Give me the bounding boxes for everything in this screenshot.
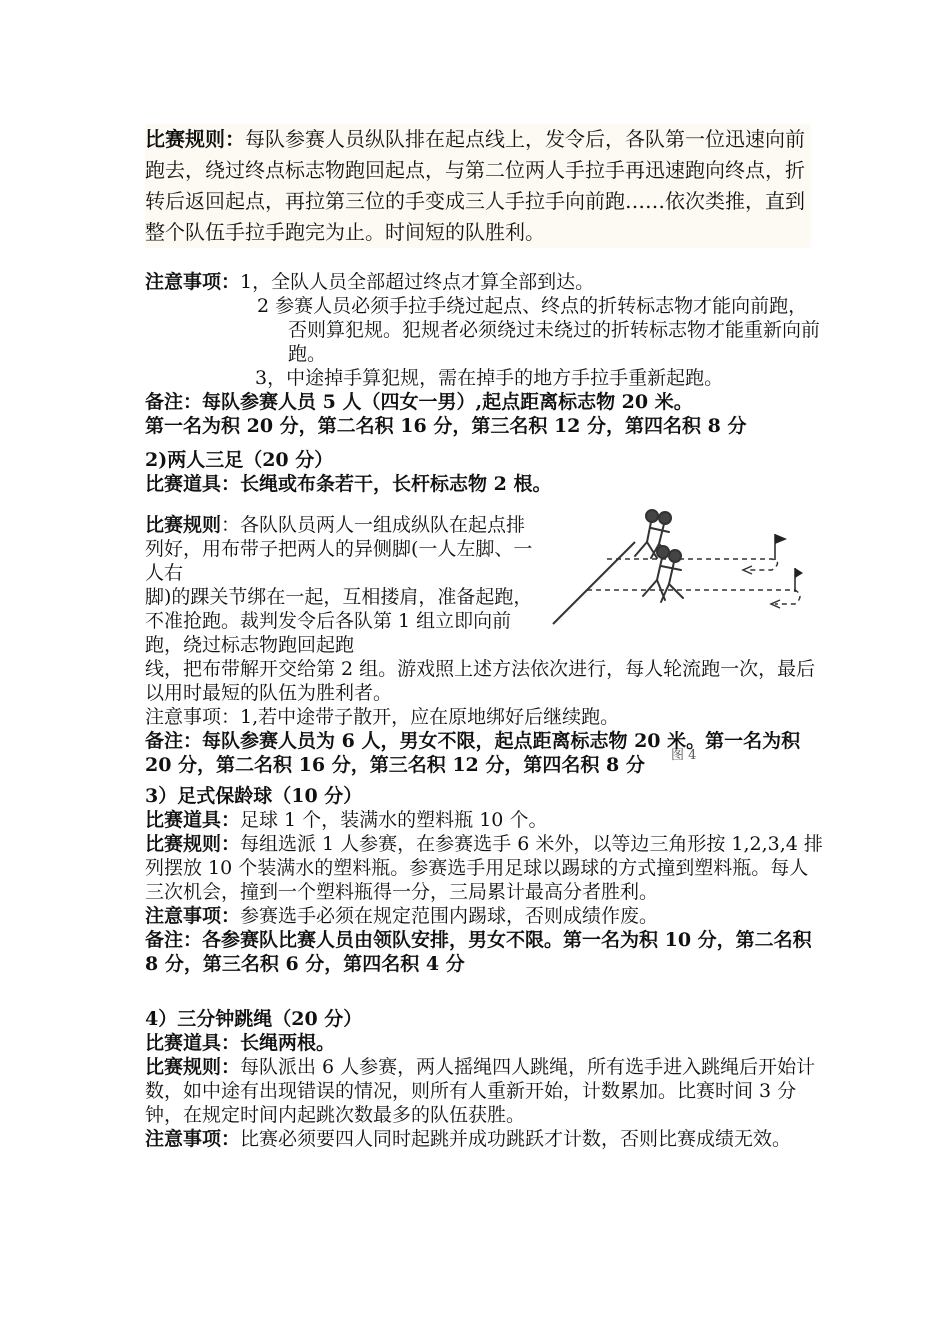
rules-continuation: 线，把布带解开交给第 2 组。游戏照上述方法依次进行，每人轮流跑一次，最后以用时最短的队伍为胜利者。 [145,658,816,704]
figure-caption: 图 4 [671,748,697,763]
notes-label: 注意事项： [145,271,241,293]
note-1: 1，全队人员全部超过终点才算全部到达。 [240,271,595,293]
three-legged-rules [145,513,539,657]
section-tools-2: 比赛道具：长绳或布条若干，长杆标志物 2 根。 [145,473,552,495]
notes-label: 注意事项： [145,1128,241,1150]
rules-label: 比赛规则： [145,1056,241,1078]
relay-rules [145,124,811,248]
remark: 备注：每队参赛人员 5 人（四女一男）,起点距离标志物 20 米。 [145,391,693,413]
runner-pair-icon [643,546,683,602]
tools-label: 比赛道具： [145,809,241,831]
lower-track [587,590,800,604]
three-legged-rest [145,657,825,777]
rules-label: 比赛规则 [145,514,222,536]
remark: 备注：各参赛队比赛人员由领队安排，男女不限。第一名为积 10 分，第二名积 8 分，第三名积 6 分，第四名积 4 分 [145,929,812,975]
section-heading-4: 4）三分钟跳绳（20 分） [145,1008,363,1030]
rules-text: 每组选派 1 人参赛，在参赛选手 6 米外，以等边三角形按 1,2,3,4 排列摆放 10 个装满水的塑料瓶。参赛选手用足球以踢球的方式撞到塑料瓶。每人三次机会，撞到一个塑料瓶得一分，三局累计最高分者胜利。 [145,833,823,903]
upper-track [607,559,778,570]
rules-text: 每队派出 6 人参赛，两人摇绳四人跳绳，所有选手进入跳绳后开始计数，如中途有出现错误的情况，则所有人重新开始，计数累加。比赛时间 3 分钟，在规定时间内起跳次数最多的队伍获胜。 [145,1056,816,1126]
note-2: 2 参赛人员必须手拉手绕过起点、终点的折转标志物才能向前跑，否则算犯规。犯规者必须绕过未绕过的折转标志物才能重新向前跑。 [257,295,821,365]
rules-label: 比赛规则： [145,833,241,855]
rules-text-2: 脚)的踝关节绑在一起，互相搂肩，准备起跑，不准抢跑。裁判发令后各队第 1 组立即向前跑，绕过标志物跑回起跑 [145,586,533,656]
score-line: 第一名为积 20 分，第二名积 16 分，第三名积 12 分，第四名积 8 分 [145,415,747,437]
notes: 注意事项：1,若中途带子散开，应在原地绑好后继续跑。 [145,706,620,728]
race-figure [547,504,803,644]
section-heading-3: 3）足式保龄球（10 分） [145,785,363,807]
start-line [553,542,635,624]
flag-icon [775,534,787,560]
section-heading-2: 2)两人三足（20 分） [145,449,334,471]
tools-text: 足球 1 个，装满水的塑料瓶 10 个。 [240,809,548,831]
rules-label: 比赛规则： [145,127,245,151]
rope-section [145,1007,825,1151]
relay-notes [145,270,825,438]
flag-icon [795,568,803,592]
remark: 备注：每队参赛人员为 6 人，男女不限，起点距离标志物 20 米。第一名为积 20 分，第二名积 16 分，第三名积 12 分，第四名积 8 分 [145,730,801,776]
rules-text: ：各队队员两人一组成纵队在起点排列好，用布带子把两人的异侧脚(一人左脚、一人右 [145,514,533,584]
note-3: 3，中途掉手算犯规，需在掉手的地方手拉手重新起跑。 [255,367,724,389]
notes-text: 参赛选手必须在规定范围内踢球，否则成绩作废。 [240,905,659,927]
tools: 比赛道具：长绳两根。 [145,1032,336,1054]
notes-text: 比赛必须要四人同时起跳并成功跳跃才计数，否则比赛成绩无效。 [240,1128,792,1150]
bowling-section [145,784,825,976]
runners-illustration [547,504,803,644]
rules-text: 每队参赛人员纵队排在起点线上，发令后，各队第一位迅速向前跑去，绕过终点标志物跑回起点，与第二位两人手拉手再迅速跑向终点，折转后返回起点，再拉第三位的手变成三人手拉手向前跑……依次类推，直到整个队伍手拉手跑完为止。时间短的队胜利。 [145,127,805,244]
notes-label: 注意事项： [145,905,241,927]
